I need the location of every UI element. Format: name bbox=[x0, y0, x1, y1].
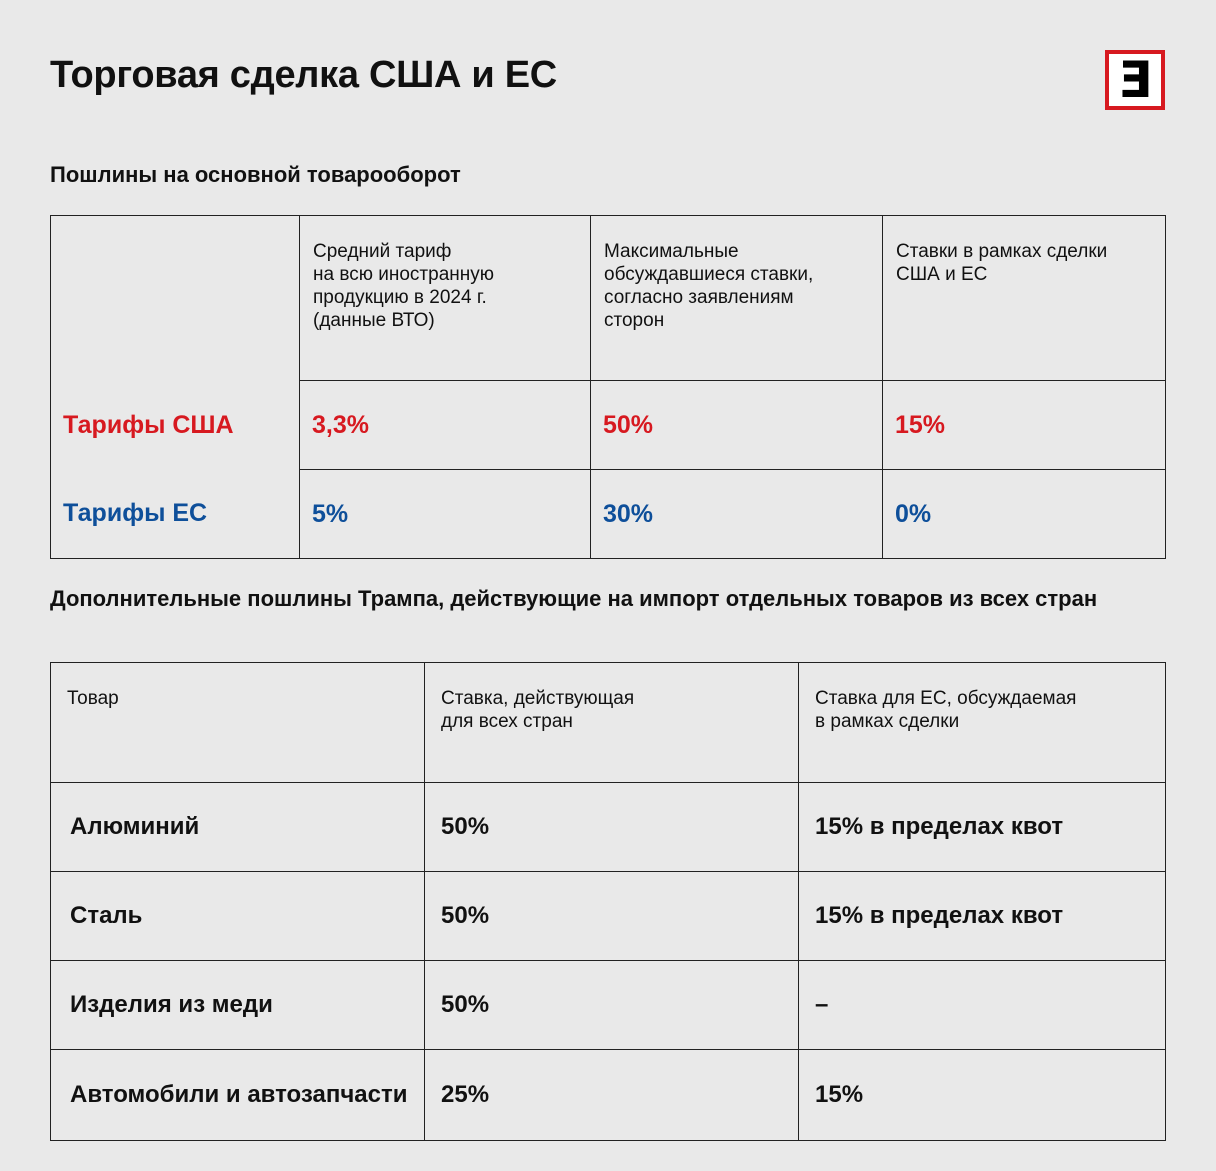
table-cell: 15% bbox=[799, 1050, 1166, 1141]
table-header-cell: Средний тариф на всю иностранную продукцию в 2024 г. (данные ВТО) bbox=[300, 216, 591, 381]
table-cell: – bbox=[799, 961, 1166, 1050]
row-label: Изделия из меди bbox=[51, 961, 425, 1050]
table-header-cell: Ставка, действующая для всех стран bbox=[425, 663, 799, 783]
row-label: Сталь bbox=[51, 872, 425, 961]
table-row bbox=[51, 1050, 1166, 1141]
table-row bbox=[51, 783, 1166, 872]
table-row-us bbox=[51, 381, 1166, 470]
table-row-eu bbox=[51, 470, 1166, 559]
table-header-row bbox=[51, 663, 1166, 783]
logo bbox=[1105, 50, 1165, 110]
table-cell: 15% bbox=[883, 381, 1166, 470]
table-cell: 25% bbox=[425, 1050, 799, 1141]
table-cell: 50% bbox=[425, 783, 799, 872]
table-row bbox=[51, 961, 1166, 1050]
table-cell: 50% bbox=[425, 872, 799, 961]
table-cell: 3,3% bbox=[300, 381, 591, 470]
section-heading-trump-tariffs: Дополнительные пошлины Трампа, действующие на импорт отдельных товаров из всех стран bbox=[50, 586, 1098, 611]
page-title: Торговая сделка США и ЕС bbox=[50, 54, 557, 96]
table-cell: 30% bbox=[591, 470, 883, 559]
row-label: Алюминий bbox=[51, 783, 425, 872]
section-heading-main-tariffs: Пошлины на основной товарооборот bbox=[50, 162, 461, 187]
table-cell: 15% в пределах квот bbox=[799, 872, 1166, 961]
table-header-cell: Максимальные обсуждавшиеся ставки, согласно заявлениям сторон bbox=[591, 216, 883, 381]
table-header-cell: Товар bbox=[51, 663, 425, 783]
row-label-eu: Тарифы ЕС bbox=[51, 470, 300, 559]
table-header-row bbox=[51, 216, 1166, 381]
table-row bbox=[51, 872, 1166, 961]
row-label: Автомобили и автозапчасти bbox=[51, 1050, 425, 1141]
table-header-cell bbox=[51, 216, 300, 381]
main-tariffs-table bbox=[50, 215, 1166, 559]
logo-e-icon: Ǝ bbox=[1117, 51, 1153, 109]
table-cell: 0% bbox=[883, 470, 1166, 559]
table-cell: 50% bbox=[425, 961, 799, 1050]
trump-tariffs-table bbox=[50, 662, 1166, 1141]
table-cell: 50% bbox=[591, 381, 883, 470]
row-label-us: Тарифы США bbox=[51, 381, 300, 470]
table-header-cell: Ставки в рамках сделки США и ЕС bbox=[883, 216, 1166, 381]
table-cell: 5% bbox=[300, 470, 591, 559]
table-header-cell: Ставка для ЕС, обсуждаемая в рамках сделки bbox=[799, 663, 1166, 783]
table-cell: 15% в пределах квот bbox=[799, 783, 1166, 872]
